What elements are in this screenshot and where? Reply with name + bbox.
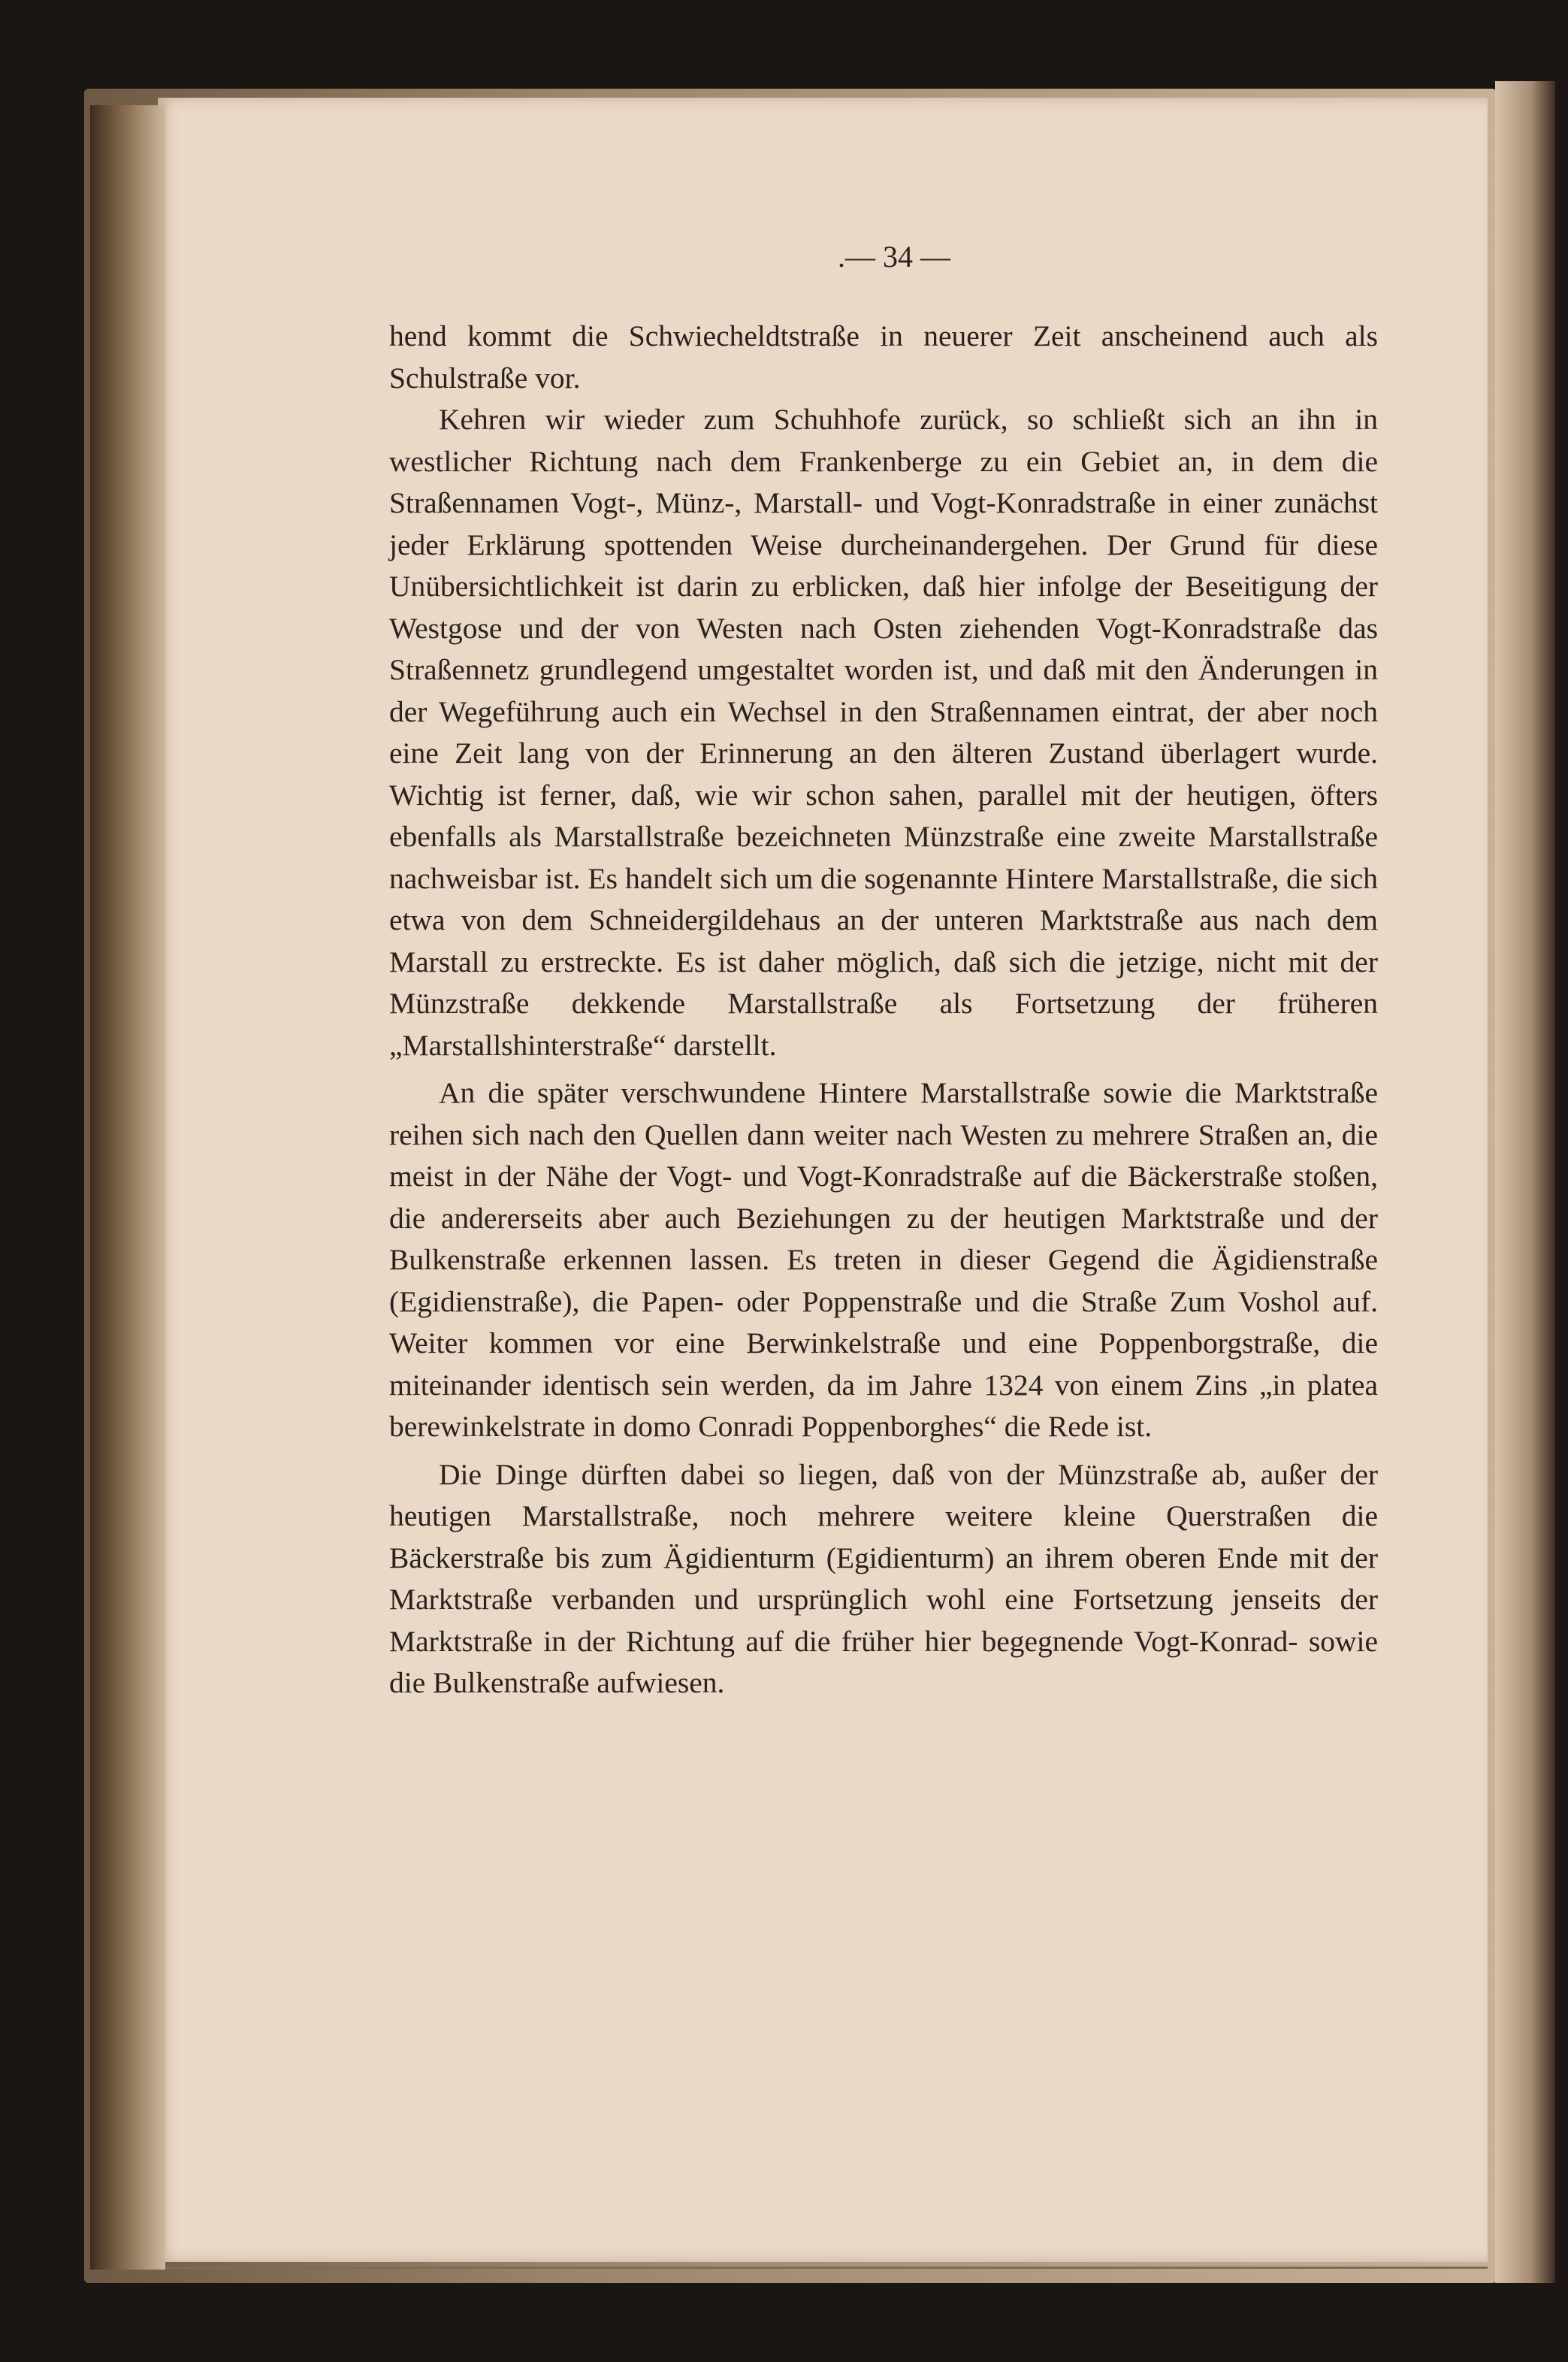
body-text (389, 316, 1378, 1704)
paragraph-1: hend kommt die Schwiecheldtstraße in neuerer Zeit anscheinend auch als Schulstraße vor. (389, 319, 1378, 395)
next-page-edge (1495, 81, 1555, 2283)
paragraph-2: Kehren wir wieder zum Schuhhofe zurück, so schließt sich an ihn in westlicher Richtung nach dem Frankenberge zu ein Gebiet an, in dem die Straßennamen Vogt-, Münz-, Marstall- und Vogt-Konradstraße in einer zunächst jeder Erklärung spottenden Weise durcheinandergehen. Der Grund für diese Unübersichtlichkeit ist darin zu erblicken, daß hier infolge der Beseitigung der Westgose und der von Westen nach Osten ziehenden Vogt-Konradstraße das Straßennetz grundlegend umgestaltet worden ist, und daß mit den Änderungen in der Wegeführung auch ein Wechsel in den Straßennamen eintrat, der aber noch eine Zeit lang von der Erinnerung an den älteren Zustand überlagert wurde. Wichtig ist ferner, daß, wie wir schon sahen, parallel mit der heutigen, öfters ebenfalls als Marstallstraße bezeichneten Münzstraße eine zweite Marstallstraße nachweisbar ist. Es handelt sich um die sogenannte Hintere Marstallstraße, die sich etwa von dem Schneidergildehaus an der unteren Marktstraße aus nach dem Marstall zu erstreckte. Es ist daher möglich, daß sich die jetzige, nicht mit der Münzstraße dekkende Marstallstraße als Fortsetzung der früheren „Marstallshinterstraße“ darstellt. (389, 403, 1378, 1062)
paragraph-3: An die später verschwundene Hintere Marstallstraße sowie die Marktstraße reihen sich nach den Quellen dann weiter nach Westen zu mehrere Straßen an, die meist in der Nähe der Vogt- und Vogt-Konradstraße auf die Bäckerstraße stoßen, die andererseits aber auch Beziehungen zu der heutigen Marktstraße und der Bulkenstraße erkennen lassen. Es treten in dieser Gegend die Ägidienstraße (Egidienstraße), die Papen- oder Poppenstraße und die Straße Zum Voshol auf. Weiter kommen vor eine Berwinkelstraße und eine Poppenborgstraße, die miteinander identisch sein werden, da im Jahre 1324 von einem Zins „in platea berewinkelstrate in domo Conradi Poppenborghes“ die Rede ist. (389, 1076, 1378, 1443)
paragraph-gap (389, 1448, 1378, 1454)
paragraph-gap (389, 1066, 1378, 1072)
page-bottom-edge (165, 2267, 1488, 2269)
paragraph-4: Die Dinge dürften dabei so liegen, daß von der Münzstraße ab, außer der heutigen Marstallstraße, noch mehrere weitere kleine Querstraßen die Bäckerstraße bis zum Ägidienturm (Egidienturm) an ihrem oberen Ende mit der Marktstraße verbanden und ursprünglich wohl eine Fortsetzung jenseits der Marktstraße in der Richtung auf die früher hier begegnende Vogt-Konrad- sowie die Bulkenstraße aufwiesen. (389, 1457, 1378, 1699)
binding-shadow (90, 105, 165, 2270)
page-number: .— 34 — (838, 240, 950, 274)
